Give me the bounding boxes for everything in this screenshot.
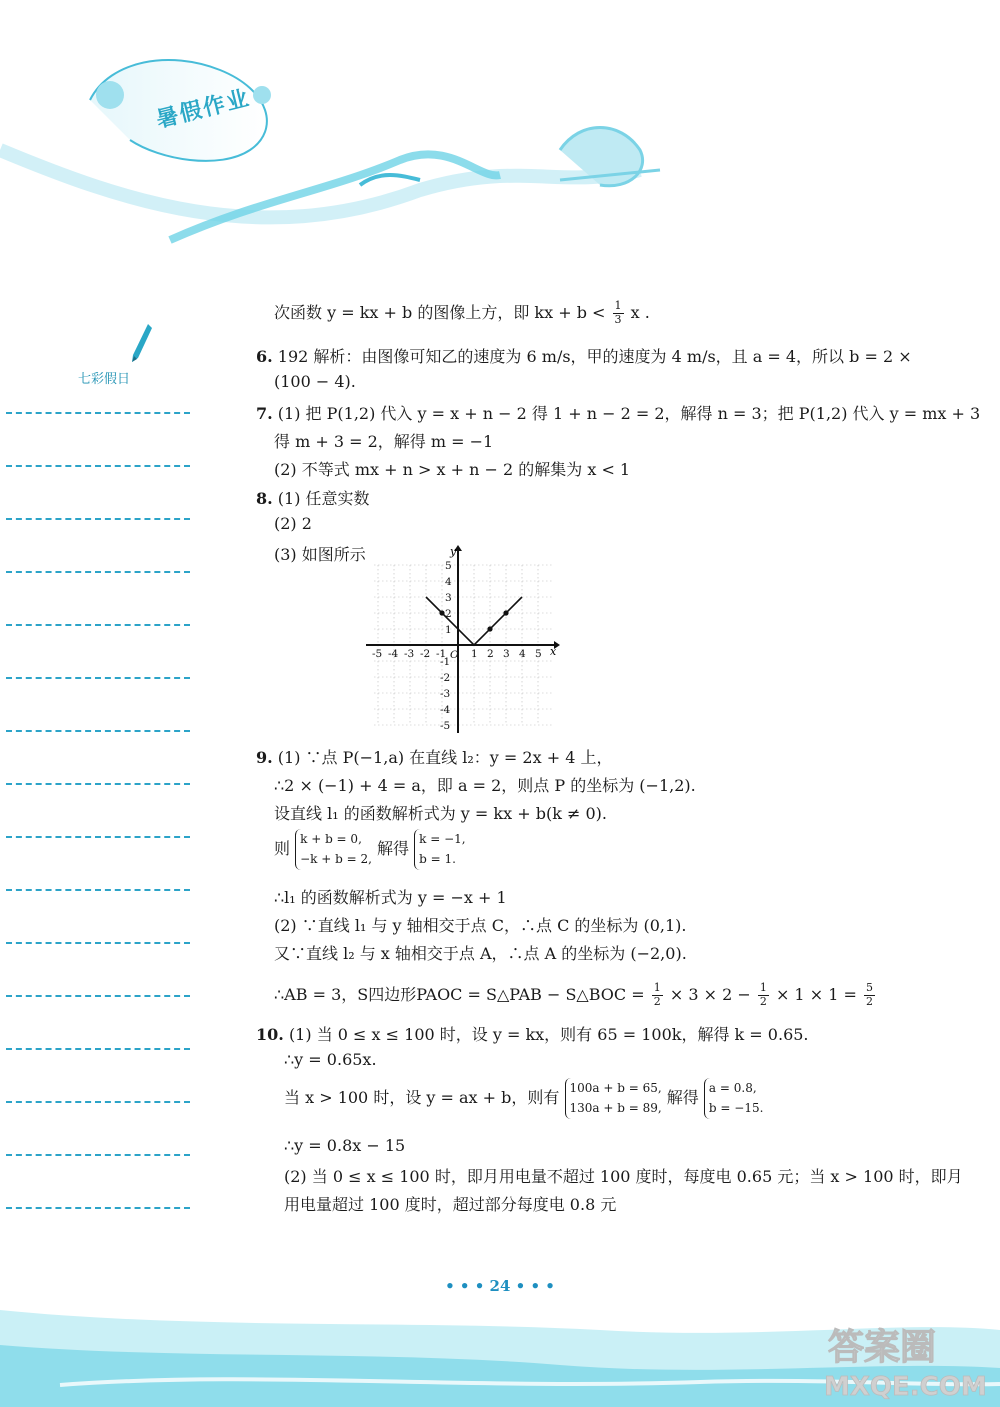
note-line xyxy=(6,889,190,891)
x-axis-label: x xyxy=(550,645,557,658)
y-tick-label: 4 xyxy=(445,576,452,588)
note-line xyxy=(6,1207,190,1209)
note-line xyxy=(6,730,190,732)
x-tick-label: 5 xyxy=(535,648,542,660)
watermark-line2: MXQE.COM xyxy=(824,1372,987,1401)
fraction: $\frac{1}{2}$ xyxy=(653,981,661,1008)
page-number: • • • 24 • • • xyxy=(445,1277,555,1295)
graph-point xyxy=(439,610,444,615)
equation-system xyxy=(274,829,466,870)
solution-brace: a = 0.8, b = −15. xyxy=(704,1078,764,1119)
question-6 xyxy=(256,344,912,367)
fraction: $\frac{5}{2}$ xyxy=(865,981,873,1008)
answer-text: ∴l₁ 的函数解析式为 y = −x + 1 xyxy=(274,888,507,907)
note-line xyxy=(6,571,190,573)
continued-tail: x . xyxy=(630,303,650,322)
note-line xyxy=(6,1048,190,1050)
answer-text: 用电量超过 100 度时，超过部分每度电 0.8 元 xyxy=(284,1195,617,1214)
answer-text: 得 m + 3 = 2，解得 m = −1 xyxy=(274,432,494,451)
solution-brace: k = −1, b = 1. xyxy=(414,829,465,870)
question-7 xyxy=(256,401,980,424)
answer-text: (100 − 4). xyxy=(274,372,356,391)
question-9 xyxy=(256,745,612,768)
sidebar-label: 七彩假日 xyxy=(78,372,131,387)
question-8 xyxy=(256,486,370,509)
system-brace: k + b = 0, −k + b = 2, xyxy=(295,829,372,870)
y-tick-label: -5 xyxy=(440,720,451,732)
note-line xyxy=(6,942,190,944)
x-tick-label: 1 xyxy=(471,648,478,660)
answer-text: 则 xyxy=(274,838,291,858)
question-number: 9. xyxy=(256,748,273,767)
question-number: 7. xyxy=(256,404,273,423)
pen-icon xyxy=(128,322,154,366)
x-tick-label: -2 xyxy=(420,648,431,660)
answer-text: 解得 xyxy=(377,838,410,858)
note-line xyxy=(6,518,190,520)
answer-text: 又∵直线 l₂ 与 x 轴相交于点 A，∴点 A 的坐标为 (−2,0). xyxy=(274,944,687,963)
x-tick-label: 4 xyxy=(519,648,526,660)
question-number: 8. xyxy=(256,489,273,508)
x-tick-label: 3 xyxy=(503,648,510,660)
note-line xyxy=(6,1101,190,1103)
x-tick-label: 2 xyxy=(487,648,494,660)
y-tick-label: 2 xyxy=(445,608,452,620)
note-line xyxy=(6,412,190,414)
y-tick-label: -3 xyxy=(440,688,451,700)
function-graph xyxy=(364,545,560,735)
answer-text: (2) 2 xyxy=(274,514,312,533)
y-tick-label: -1 xyxy=(440,656,451,668)
answer-text: (2) ∵直线 l₁ 与 y 轴相交于点 C，∴点 C 的坐标为 (0,1). xyxy=(274,916,687,935)
y-tick-label: 1 xyxy=(445,624,452,636)
answer-text: (1) 任意实数 xyxy=(277,489,370,508)
note-line xyxy=(6,465,190,467)
y-axis-label: y xyxy=(450,545,457,558)
origin-label: O xyxy=(450,649,459,661)
note-line xyxy=(6,836,190,838)
y-tick-label: 3 xyxy=(445,592,452,604)
answer-text: (1) 当 0 ≤ x ≤ 100 时，设 y = kx，则有 65 = 100k，解得 k = 0.65. xyxy=(288,1025,809,1044)
banner-title: 暑假作业 xyxy=(153,85,254,134)
note-line xyxy=(6,1154,190,1156)
question-number: 10. xyxy=(256,1025,284,1044)
answer-text: 当 x > 100 时，设 y = ax + b，则有 xyxy=(284,1087,560,1107)
continued-text: 次函数 y = kx + b 的图像上方，即 kx + b < xyxy=(274,303,606,322)
answer-text: (3) 如图所示 xyxy=(274,545,366,564)
equation-system xyxy=(284,1078,763,1119)
watermark-logo xyxy=(820,1317,1000,1401)
note-line xyxy=(6,783,190,785)
answer-text: 192 解析：由图像可知乙的速度为 6 m/s，甲的速度为 4 m/s，且 a = 4，所以 b = 2 × xyxy=(277,347,912,366)
area-formula: ∴AB = 3，S四边形PAOC = S△PAB − S△BOC = $\frac{1}{2}$ × 3 × 2 − $\frac{1}{2}$ × 1 × 1 = $\frac{5}{2}$ xyxy=(274,981,873,1008)
x-tick-label: -5 xyxy=(372,648,383,660)
fraction: $\frac{1}{3}$ xyxy=(614,299,622,326)
y-tick-label: -2 xyxy=(440,672,451,684)
note-line xyxy=(6,995,190,997)
answer-text: ∴y = 0.8x − 15 xyxy=(284,1136,406,1155)
answer-text: 解得 xyxy=(666,1087,699,1107)
x-tick-label: -1 xyxy=(436,648,447,660)
fraction: $\frac{1}{2}$ xyxy=(759,981,767,1008)
graph-point xyxy=(487,626,492,631)
answer-text: (1) 把 P(1,2) 代入 y = x + n − 2 得 1 + n − 2 = 2，解得 n = 3；把 P(1,2) 代入 y = mx + 3 xyxy=(277,404,981,423)
note-line xyxy=(6,677,190,679)
system-brace: 100a + b = 65, 130a + b = 89, xyxy=(565,1078,662,1119)
y-tick-label: -4 xyxy=(440,704,451,716)
question-number: 6. xyxy=(256,347,273,366)
answer-text: (2) 当 0 ≤ x ≤ 100 时，即月用电量不超过 100 度时，每度电 0.65 元；当 x > 100 时，即月 xyxy=(284,1167,963,1186)
continued-line xyxy=(274,300,650,327)
answer-text: ∴y = 0.65x. xyxy=(284,1050,377,1069)
question-10 xyxy=(256,1022,809,1045)
answer-text: (1) ∵点 P(−1,a) 在直线 l₂：y = 2x + 4 上， xyxy=(277,748,613,767)
note-line xyxy=(6,624,190,626)
watermark-line1: 答案圈 xyxy=(828,1327,937,1368)
graph-point xyxy=(503,610,508,615)
answer-text: ∴2 × (−1) + 4 = a，即 a = 2，则点 P 的坐标为 (−1,2). xyxy=(274,776,696,795)
answer-text: 设直线 l₁ 的函数解析式为 y = kx + b(k ≠ 0). xyxy=(274,804,607,823)
x-tick-label: -3 xyxy=(404,648,415,660)
answer-text: (2) 不等式 mx + n > x + n − 2 的解集为 x < 1 xyxy=(274,460,631,479)
y-tick-label: 5 xyxy=(445,560,452,572)
x-tick-label: -4 xyxy=(388,648,399,660)
